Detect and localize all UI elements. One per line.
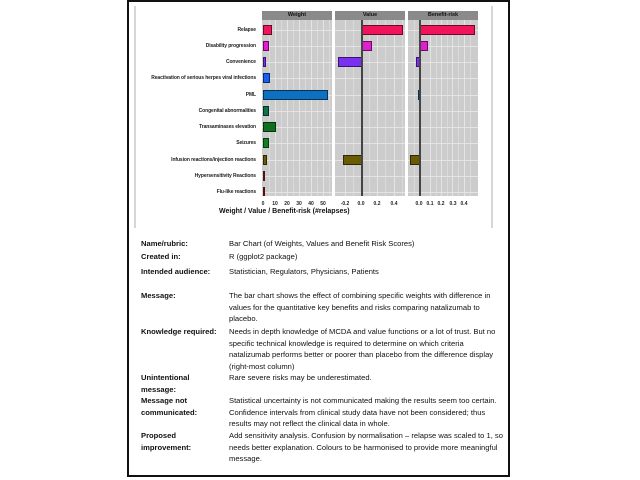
facet-strip-benefit-risk: Benefit-risk [408, 11, 478, 20]
tick-label: 0.3 [449, 201, 457, 207]
bar-weight-convenience [263, 57, 266, 67]
tick-label: 30 [296, 201, 302, 207]
tick-label: 0.4 [390, 201, 398, 207]
row-value: Needs in depth knowledge of MCDA and value functions or a lot of trust. But no specific technical knowledge is required to determine on which criteria natalizumab performs better or poorer than placebo from the difference display (right-most column) [229, 327, 496, 371]
category-label: Hypersensitivity Reactions [194, 173, 256, 179]
bar-br-disability [420, 41, 428, 51]
tick-label: 20 [284, 201, 290, 207]
x-axis-label: Weight / Value / Benefit-risk (#relapses) [219, 208, 350, 215]
category-label: Reactivation of serious herpes viral infections [151, 75, 256, 81]
category-label: Relapse [237, 27, 256, 33]
row-label: Name/rubric: [141, 239, 188, 248]
category-label: Congenital abnormalities [198, 108, 256, 114]
row-value: Statistical uncertainty is not communicated making the results seem too certain. Confidence intervals from clinical study data have not been considered; thus results may not reflect the clinical data in whole. [229, 396, 497, 428]
row-label: Message: [141, 291, 176, 300]
tick-label: 0.0 [357, 201, 365, 207]
bar-weight-relapse [263, 25, 272, 35]
category-label: Disability progression [205, 43, 256, 49]
bar-weight-pml [263, 90, 328, 100]
panel-benefit-risk [408, 20, 478, 196]
row-label: Unintentional message: [141, 373, 190, 394]
tick-label: 0.2 [437, 201, 445, 207]
tick-label: 0 [261, 201, 265, 207]
bar-weight-disability [263, 41, 269, 51]
bar-weight-seizures [263, 138, 269, 148]
tick-label: 0.1 [426, 201, 434, 207]
bar-value-disability [362, 41, 372, 51]
row-label: Intended audience: [141, 267, 211, 276]
bar-chart [129, 2, 508, 230]
row-value: Bar Chart (of Weights, Values and Benefit Risk Scores) [229, 239, 415, 248]
category-label: Convenience [225, 59, 256, 65]
category-label: Transaminases elevation [199, 124, 256, 130]
row-label: Knowledge required: [141, 327, 217, 336]
tick-label: 10 [272, 201, 278, 207]
panel-value [335, 20, 405, 196]
row-value: Rare severe risks may be underestimated. [229, 373, 372, 382]
row-label: Message not communicated: [141, 396, 198, 417]
bar-br-relapse [420, 25, 475, 35]
category-label: PML [245, 92, 256, 98]
bar-weight-herpes [263, 73, 270, 83]
row-label: Created in: [141, 252, 181, 261]
bar-value-relapse [362, 25, 403, 35]
bar-weight-congenital [263, 106, 269, 116]
row-value: The bar chart shows the effect of combining specific weights with difference in values for the quantitative key benefits and risks comparing natalizumab to placebo. [229, 291, 491, 323]
panel-weight [262, 20, 332, 196]
category-label: Seizures [236, 140, 256, 146]
row-value: R (ggplot2 package) [229, 252, 298, 261]
zero-line [361, 20, 363, 196]
row-label: Proposed improvement: [141, 431, 192, 452]
row-value: Add sensitivity analysis. Confusion by normalisation – relapse was scaled to 1, so needs better explanation. Colours to be harmonised to provide more meaningful message. [229, 431, 503, 463]
zero-line [419, 20, 421, 196]
facet-strip-weight: Weight [262, 11, 332, 20]
bar-weight-hypersensitivity [263, 171, 265, 181]
bar-weight-flu [263, 187, 265, 196]
document-page [127, 0, 510, 477]
tick-label: 0.2 [373, 201, 381, 207]
bar-value-infusion [343, 155, 362, 165]
tick-label: 0.0 [415, 201, 423, 207]
tick-label: 40 [308, 201, 314, 207]
bar-value-convenience [338, 57, 362, 67]
tick-label: -0.2 [340, 201, 350, 207]
tick-label: 0.4 [460, 201, 468, 207]
bar-weight-transaminases [263, 122, 276, 132]
category-label: Flu-like reactions [216, 189, 256, 195]
row-value: Statistician, Regulators, Physicians, Patients [229, 267, 379, 276]
tick-label: 50 [320, 201, 326, 207]
bar-weight-infusion [263, 155, 267, 165]
category-label: Infusion reactions/injection reactions [171, 157, 256, 163]
facet-strip-value: Value [335, 11, 405, 20]
